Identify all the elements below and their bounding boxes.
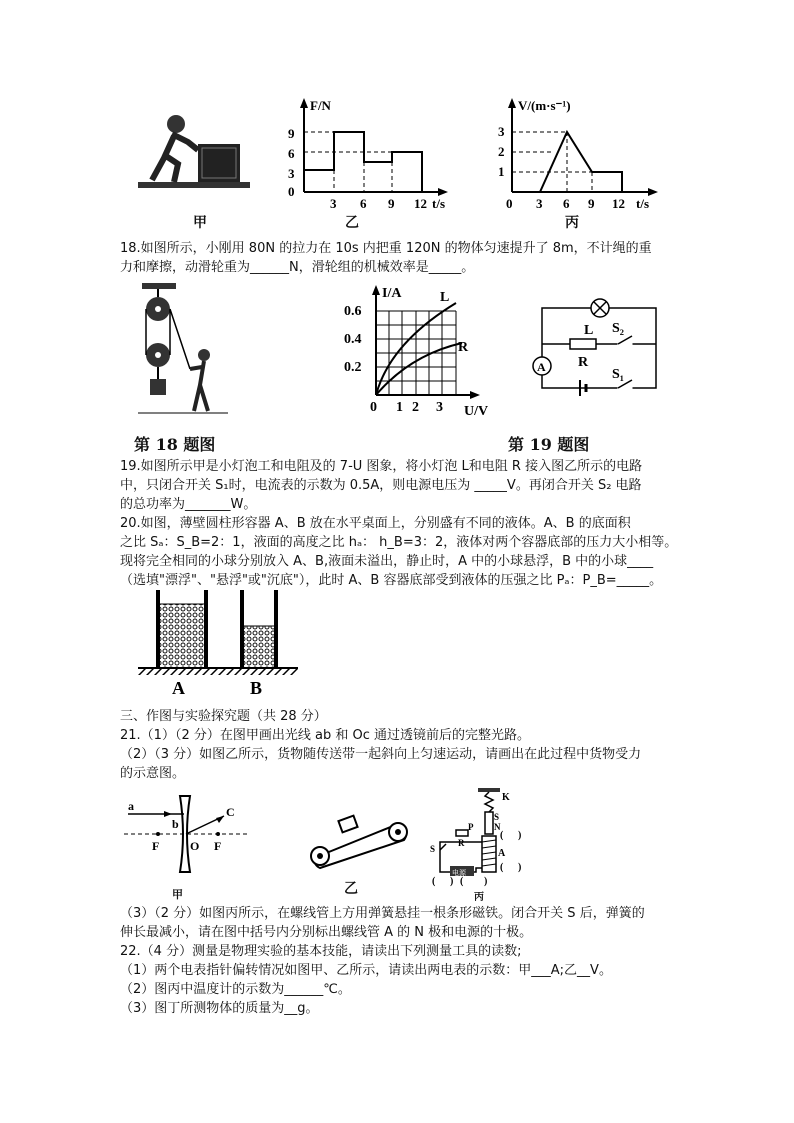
vt-tick-12: 12 [612, 196, 625, 211]
t-tick-9: 9 [388, 196, 395, 211]
q18-line1: 18.如图所示，小刚用 80N 的拉力在 10s 内把重 120N 的物体匀速提升了 8m，不计绳的重 [120, 241, 652, 256]
v-tick-1: 1 [498, 164, 505, 179]
paren-a3: ( [500, 862, 504, 873]
paren-a2: ) [518, 830, 522, 841]
fig17-caption-jia: 甲 [193, 215, 207, 231]
fig21-caption-yi: 乙 [344, 881, 358, 897]
t-tick-6: 6 [360, 196, 367, 211]
u-tick-3: 3 [436, 400, 443, 415]
u-tick-2: 2 [412, 400, 419, 415]
paren-a4: ) [518, 862, 522, 873]
fig18-pulley-system [138, 283, 228, 415]
v-axis-label: V/(m·s⁻¹) [518, 98, 571, 113]
container-A-label: A [172, 678, 185, 698]
magnet-n-label: N [494, 822, 501, 832]
fig21-caption-jia: 甲 [172, 888, 183, 901]
switch-s-label: S [430, 844, 436, 854]
switch-S1-label: S₁ [612, 367, 624, 382]
i-axis-label: I/A [382, 286, 402, 301]
magnet-s-label: S [494, 812, 500, 822]
fig17-velocity-time-graph [492, 96, 668, 216]
ray-a-label: a [128, 799, 134, 813]
i-tick-0.2: 0.2 [344, 360, 362, 375]
section3-title: 三、作图与实验探究题（共 28 分） [120, 709, 327, 724]
q19-line3: 的总功率为_______W。 [120, 497, 257, 512]
q20-line3: 现将完全相同的小球分别放入 A、B,液面未溢出，静止时，A 中的小球悬浮，B 中的小球____ [120, 554, 654, 569]
focus-f2-label: F [214, 839, 222, 853]
resistor-r-label: R [458, 838, 465, 848]
vt-tick-3: 3 [536, 196, 543, 211]
fig17-force-time-graph [282, 96, 458, 216]
fig17-boy-pushing-box [138, 108, 250, 190]
f-tick-3: 3 [288, 166, 295, 181]
paren-a1: ( [500, 830, 504, 841]
point-c-label: C [226, 805, 235, 819]
fig21-solenoid-circuit [430, 788, 526, 890]
fig20-containers [138, 588, 298, 700]
fig19-caption: 第 19 题图 [508, 435, 590, 454]
curve-R-label: R [458, 340, 469, 355]
switch-S2-label: S₂ [612, 321, 624, 336]
q22-line3: （2）图丙中温度计的示数为______℃。 [120, 982, 351, 997]
container-B-label: B [250, 678, 263, 698]
paren-p4: ) [484, 876, 488, 887]
solenoid-a-label: A [498, 848, 506, 859]
vt-tick-6: 6 [563, 196, 570, 211]
q22-line4: （3）图丁所测物体的质量为__g。 [120, 1001, 319, 1016]
fig19-circuit [528, 290, 664, 400]
v-tick-3: 3 [498, 124, 505, 139]
u-tick-0: 0 [370, 400, 377, 415]
q20-line1: 20.如图，薄壁圆柱形容器 A、B 放在水平桌面上，分别盛有不同的液体。A、B 的底面积 [120, 516, 631, 531]
f-tick-0: 0 [288, 184, 295, 199]
resistor-R-label: R [578, 355, 589, 370]
fig21-conveyor-belt [300, 810, 414, 870]
q21a-line: 21.（1）（2 分）在图甲画出光线 ab 和 Oc 通过透镜前后的完整光路。 [120, 728, 530, 743]
q22-line1: 22.（4 分）测量是物理实验的基本技能，请读出下列测量工具的读数; [120, 944, 522, 959]
curve-L-label: L [440, 290, 450, 305]
f-tick-6: 6 [288, 146, 295, 161]
i-tick-0.6: 0.6 [344, 304, 362, 319]
i-tick-0.4: 0.4 [344, 332, 362, 347]
spring-k-label: K [502, 792, 510, 803]
point-b-label: b [172, 817, 179, 831]
power-source-label: 电源 [452, 869, 466, 877]
vt-tick-9: 9 [588, 196, 595, 211]
vt-tick-0: 0 [506, 196, 513, 211]
u-axis-label: U/V [464, 404, 489, 419]
fig21-concave-lens [124, 792, 254, 892]
paren-p1: ( [432, 876, 436, 887]
ammeter-label: A [537, 360, 546, 374]
t-tick-3: 3 [330, 196, 337, 211]
f-axis-label: F/N [310, 98, 331, 113]
fig18-caption: 第 18 题图 [134, 435, 216, 454]
q21c-line2: 伸长最减小，请在图中括号内分别标出螺线管 A 的 N 极和电源的十极。 [120, 925, 533, 940]
slider-p-label: P [468, 822, 474, 832]
v-tick-2: 2 [498, 144, 505, 159]
q22-line2: （1）两个电表指针偏转情况如图甲、乙所示，请读出两电表的示数：甲___A;乙__V。 [120, 963, 612, 978]
t-tick-12: 12 [414, 196, 427, 211]
fig17-caption-yi: 乙 [345, 215, 359, 231]
fig21-caption-bing: 丙 [474, 892, 484, 903]
q21c-line1: （3）（2 分）如图丙所示，在螺线管上方用弹簧悬挂一根条形磁铁。闭合开关 S 后，弹簧的 [120, 906, 645, 921]
f-tick-9: 9 [288, 126, 295, 141]
q19-line2: 中，只闭合开关 S₁时，电流表的示数为 0.5A，则电源电压为 _____V。再闭合开关 S₂ 电路 [120, 478, 642, 493]
t-axis-label: t/s [432, 196, 445, 211]
fig19-current-voltage-graph [340, 283, 500, 419]
paren-p3: ( [460, 876, 464, 887]
paren-p2: ) [450, 876, 454, 887]
q18-line2: 力和摩擦，动滑轮重为______N，滑轮组的机械效率是_____。 [120, 260, 475, 275]
q21b-line2: 的示意图。 [120, 766, 186, 781]
q19-line1: 19.如图所示甲是小灯泡工和电阻及的 7-U 图象，将小灯泡 L和电阻 R 接入图乙所示的电路 [120, 459, 643, 474]
lamp-L-label: L [584, 323, 594, 338]
q20-line4: （选填"漂浮"、"悬浮"或"沉底"），此时 A、B 容器底部受到液体的压强之比 Pₐ：P_B=_____。 [120, 573, 663, 588]
center-o-label: O [190, 839, 200, 853]
q20-line2: 之比 Sₐ：S_B=2：1，液面的高度之比 hₐ： h_B=3：2，液体对两个容器底部的压力大小相等。 [120, 535, 678, 550]
fig17-caption-bing: 丙 [565, 215, 579, 231]
q21b-line1: （2）（3 分）如图乙所示，货物随传送带一起斜向上匀速运动，请画出在此过程中货物受力 [120, 747, 642, 762]
focus-f1-label: F [152, 839, 160, 853]
vt-axis-label: t/s [636, 196, 649, 211]
u-tick-1: 1 [396, 400, 403, 415]
